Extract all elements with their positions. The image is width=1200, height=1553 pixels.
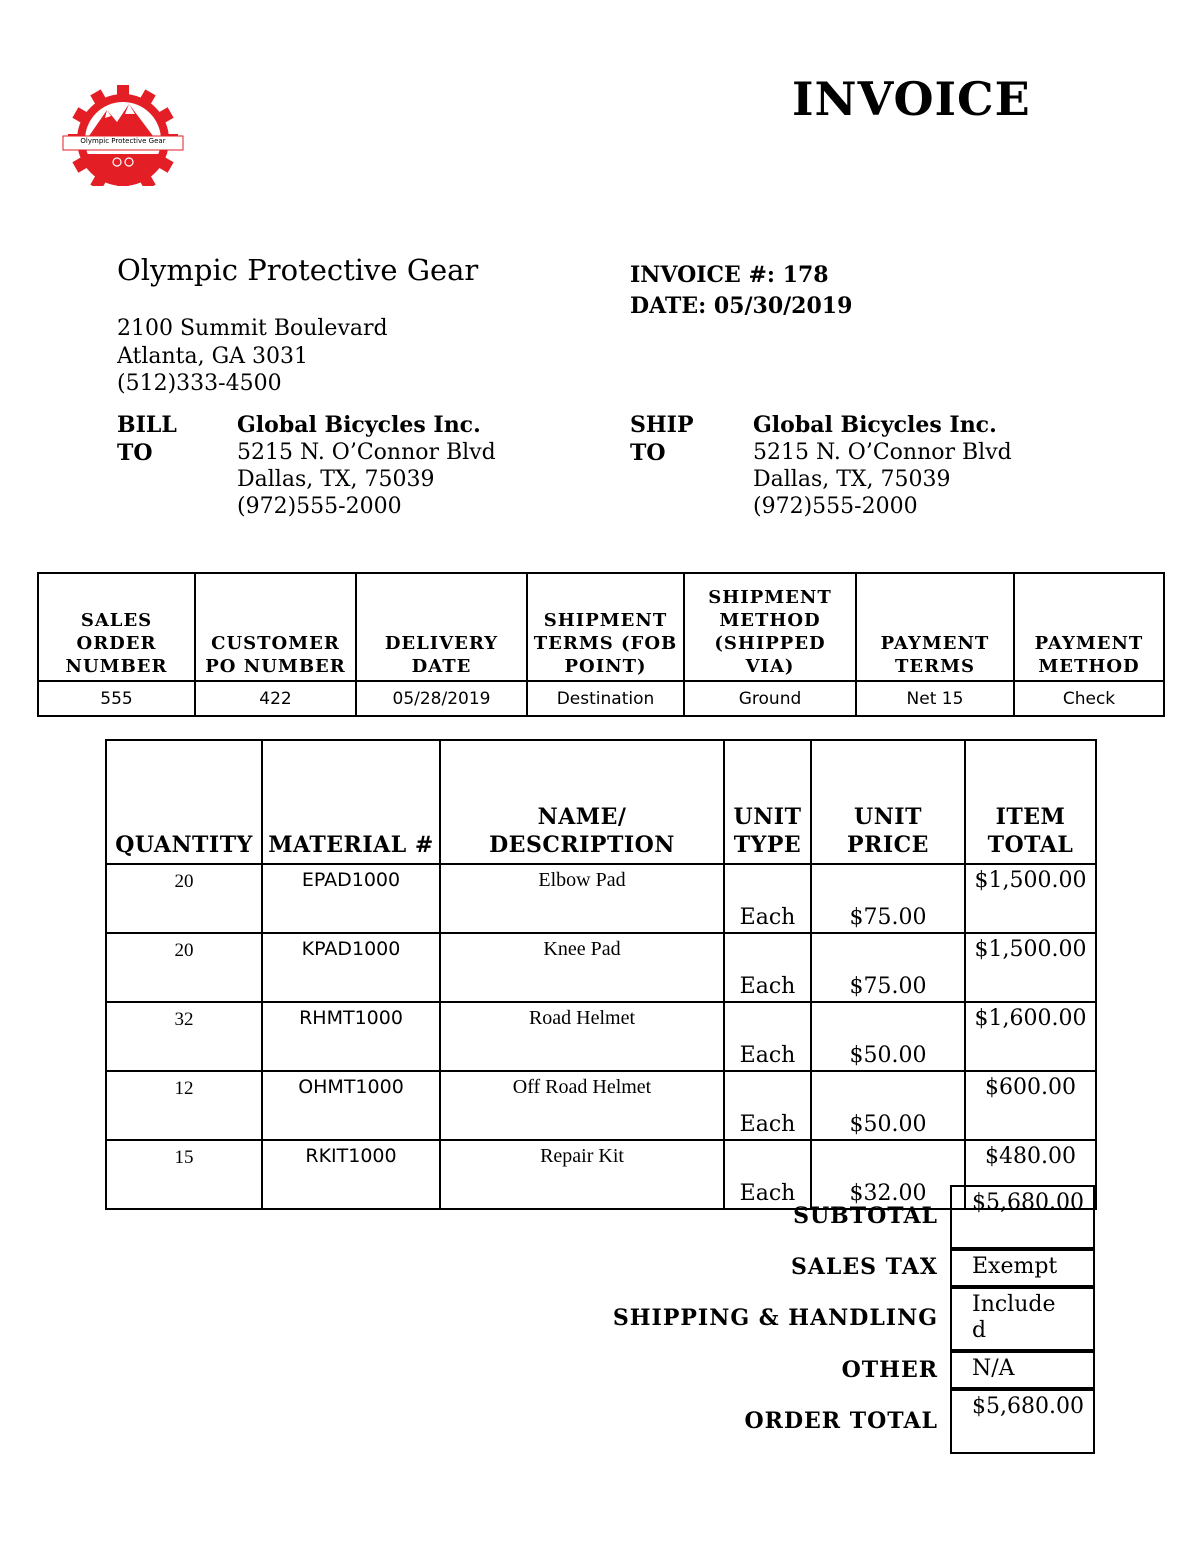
bill-to-phone: (972)555-2000 <box>237 494 402 519</box>
line-item-row <box>106 1002 1096 1071</box>
sales-tax-value: Exempt <box>950 1249 1095 1287</box>
item-description: Road Helmet <box>440 1002 724 1071</box>
line-item-row <box>106 864 1096 933</box>
item-material-number: RHMT1000 <box>262 1002 440 1071</box>
order-info-header: CUSTOMER PO NUMBER <box>195 573 356 681</box>
item-unit-price: $75.00 <box>811 864 965 933</box>
shipping-value: Included <box>950 1287 1095 1351</box>
document-title: INVOICE <box>792 72 1031 126</box>
other-label: OTHER <box>841 1357 938 1383</box>
bill-to-label-line2: TO <box>117 439 153 466</box>
invoice-meta <box>630 260 852 322</box>
item-material-number: OHMT1000 <box>262 1071 440 1140</box>
order-info-header-row <box>38 573 1164 681</box>
payment-terms: Net 15 <box>856 681 1014 716</box>
ship-to-label <box>630 412 694 467</box>
bill-to-street: 5215 N. O’Connor Blvd <box>237 440 496 465</box>
item-quantity: 32 <box>106 1002 262 1071</box>
sales-order-number: 555 <box>38 681 195 716</box>
item-unit-price: $50.00 <box>811 1071 965 1140</box>
item-material-number: EPAD1000 <box>262 864 440 933</box>
item-unit-type: Each <box>724 1002 811 1071</box>
order-info-header: DELIVERY DATE <box>356 573 527 681</box>
ship-to-street: 5215 N. O’Connor Blvd <box>753 440 1012 465</box>
customer-po-number: 422 <box>195 681 356 716</box>
order-info-value-row <box>38 681 1164 716</box>
company-phone: (512)333-4500 <box>117 371 282 396</box>
ship-to-phone: (972)555-2000 <box>753 494 918 519</box>
item-description: Elbow Pad <box>440 864 724 933</box>
invoice-number: INVOICE #: 178 <box>630 262 829 288</box>
item-unit-type: Each <box>724 1071 811 1140</box>
item-total-header: ITEM TOTAL <box>965 740 1096 864</box>
order-info-header: SHIPMENT METHOD (SHIPPED VIA) <box>684 573 856 681</box>
invoice-date: DATE: 05/30/2019 <box>630 293 853 319</box>
company-logo <box>58 82 188 186</box>
item-material-number: RKIT1000 <box>262 1140 440 1209</box>
ship-to-label-line2: TO <box>630 439 666 466</box>
line-item-row <box>106 933 1096 1002</box>
line-items-header-row <box>106 740 1096 864</box>
delivery-date: 05/28/2019 <box>356 681 527 716</box>
description-header: NAME/ DESCRIPTION <box>440 740 724 864</box>
order-info-header: PAYMENT TERMS <box>856 573 1014 681</box>
subtotal-value: $5,680.00 <box>950 1185 1095 1249</box>
item-unit-price: $50.00 <box>811 1002 965 1071</box>
bill-to-label <box>117 412 177 467</box>
payment-method: Check <box>1014 681 1164 716</box>
sales-tax-label: SALES TAX <box>790 1254 938 1280</box>
item-quantity: 15 <box>106 1140 262 1209</box>
ship-to-city: Dallas, TX, 75039 <box>753 467 951 492</box>
company-street: 2100 Summit Boulevard <box>117 316 388 341</box>
item-description: Repair Kit <box>440 1140 724 1209</box>
item-unit-price: $32.00 <box>811 1140 965 1209</box>
bill-to-name: Global Bicycles Inc. <box>237 412 481 438</box>
shipping-label: SHIPPING & HANDLING <box>612 1305 938 1331</box>
quantity-header: QUANTITY <box>106 740 262 864</box>
unit-price-header: UNIT PRICE <box>811 740 965 864</box>
item-total: $1,500.00 <box>965 864 1096 933</box>
bill-to-city: Dallas, TX, 75039 <box>237 467 435 492</box>
line-item-row <box>106 1140 1096 1209</box>
line-item-row <box>106 1071 1096 1140</box>
item-quantity: 20 <box>106 933 262 1002</box>
other-value: N/A <box>950 1351 1095 1389</box>
item-total: $1,500.00 <box>965 933 1096 1002</box>
bill-to-address <box>237 412 496 520</box>
bill-to-label-line1: BILL <box>117 412 177 438</box>
order-total-label: ORDER TOTAL <box>744 1408 938 1434</box>
ship-to-address <box>753 412 1012 520</box>
order-info-table <box>37 572 1165 717</box>
company-city: Atlanta, GA 3031 <box>117 343 309 369</box>
order-info-header: PAYMENT METHOD <box>1014 573 1164 681</box>
logo-text: Olympic Protective Gear <box>80 137 166 145</box>
item-unit-type: Each <box>724 933 811 1002</box>
order-info-header: SHIPMENT TERMS (FOB POINT) <box>527 573 684 681</box>
item-unit-type: Each <box>724 1140 811 1209</box>
ship-to-label-line1: SHIP <box>630 412 694 438</box>
item-material-number: KPAD1000 <box>262 933 440 1002</box>
item-unit-type: Each <box>724 864 811 933</box>
company-address <box>117 315 388 398</box>
line-items-table <box>105 739 1097 1210</box>
order-info-header: SALES ORDER NUMBER <box>38 573 195 681</box>
item-total: $600.00 <box>965 1071 1096 1140</box>
unit-type-header: UNIT TYPE <box>724 740 811 864</box>
item-total: $480.00 <box>965 1140 1096 1209</box>
item-unit-price: $75.00 <box>811 933 965 1002</box>
material-header: MATERIAL # <box>262 740 440 864</box>
company-name: Olympic Protective Gear <box>117 253 479 287</box>
item-quantity: 12 <box>106 1071 262 1140</box>
item-description: Off Road Helmet <box>440 1071 724 1140</box>
ship-to-name: Global Bicycles Inc. <box>753 412 997 438</box>
subtotal-label: SUBTOTAL <box>793 1203 938 1229</box>
item-total: $1,600.00 <box>965 1002 1096 1071</box>
shipment-method: Ground <box>684 681 856 716</box>
shipment-terms: Destination <box>527 681 684 716</box>
order-total-value: $5,680.00 <box>950 1389 1095 1454</box>
item-quantity: 20 <box>106 864 262 933</box>
item-description: Knee Pad <box>440 933 724 1002</box>
